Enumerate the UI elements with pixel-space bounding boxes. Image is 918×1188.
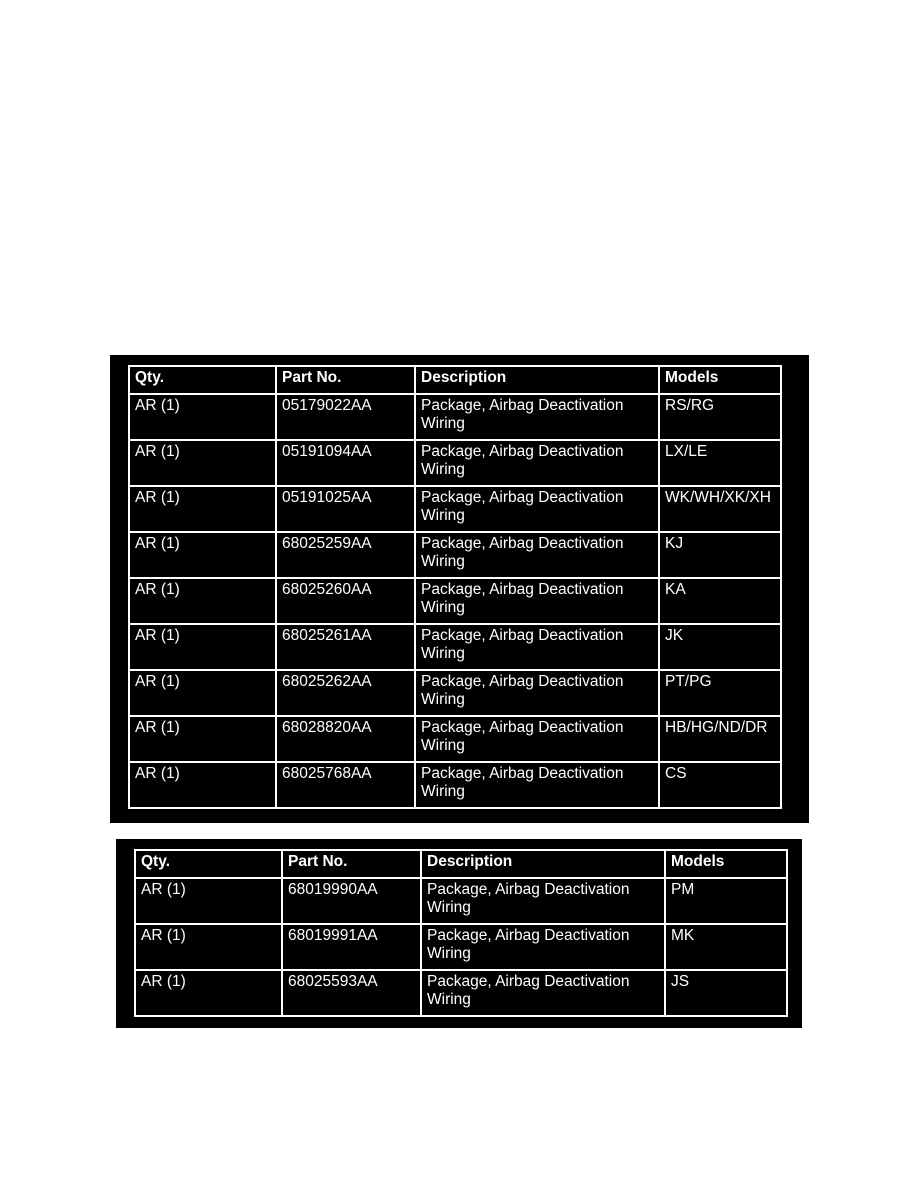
description-cell: [421, 878, 665, 924]
description-line-2: Wiring: [421, 461, 465, 478]
part-no-cell: 68025262AA: [276, 670, 415, 716]
models-header: Models: [665, 850, 787, 878]
table-header-row: [129, 366, 781, 394]
models-cell: PM: [665, 878, 787, 924]
description-line-1: Package, Airbag Deactivation: [421, 765, 624, 782]
qty-cell: AR (1): [135, 878, 282, 924]
parts-table-1: [128, 365, 782, 809]
description-cell: [415, 716, 659, 762]
part-no-cell: 05191094AA: [276, 440, 415, 486]
table-row: [135, 878, 787, 924]
parts-table-panel-2: [116, 839, 802, 1028]
table-row: [135, 924, 787, 970]
description-line-2: Wiring: [421, 783, 465, 800]
qty-header: Qty.: [129, 366, 276, 394]
qty-cell: AR (1): [129, 762, 276, 808]
part-no-cell: 68019990AA: [282, 878, 421, 924]
table-row: [129, 578, 781, 624]
part-no-header: Part No.: [282, 850, 421, 878]
description-line-1: Package, Airbag Deactivation: [427, 927, 630, 944]
description-line-2: Wiring: [421, 415, 465, 432]
part-no-cell: 05191025AA: [276, 486, 415, 532]
models-cell: RS/RG: [659, 394, 781, 440]
description-line-2: Wiring: [421, 553, 465, 570]
description-cell: [421, 970, 665, 1016]
qty-cell: AR (1): [135, 924, 282, 970]
parts-table-1-body: [129, 394, 781, 808]
description-cell: [421, 924, 665, 970]
models-cell: PT/PG: [659, 670, 781, 716]
description-line-2: Wiring: [421, 691, 465, 708]
table-header-row: [135, 850, 787, 878]
qty-header: Qty.: [135, 850, 282, 878]
qty-cell: AR (1): [129, 394, 276, 440]
description-line-2: Wiring: [427, 945, 471, 962]
description-header: Description: [415, 366, 659, 394]
description-cell: [415, 486, 659, 532]
description-line-2: Wiring: [427, 899, 471, 916]
description-cell: [415, 670, 659, 716]
description-line-2: Wiring: [421, 599, 465, 616]
description-cell: [415, 394, 659, 440]
part-no-cell: 68025768AA: [276, 762, 415, 808]
table-row: [129, 394, 781, 440]
part-no-cell: 68025259AA: [276, 532, 415, 578]
description-line-1: Package, Airbag Deactivation: [421, 673, 624, 690]
models-cell: WK/WH/XK/XH: [659, 486, 781, 532]
models-cell: KJ: [659, 532, 781, 578]
description-line-1: Package, Airbag Deactivation: [421, 581, 624, 598]
part-no-cell: 68025261AA: [276, 624, 415, 670]
models-cell: JK: [659, 624, 781, 670]
models-cell: MK: [665, 924, 787, 970]
description-line-1: Package, Airbag Deactivation: [421, 489, 624, 506]
description-line-1: Package, Airbag Deactivation: [427, 881, 630, 898]
qty-cell: AR (1): [135, 970, 282, 1016]
models-cell: CS: [659, 762, 781, 808]
part-no-cell: 05179022AA: [276, 394, 415, 440]
description-cell: [415, 532, 659, 578]
part-no-cell: 68025593AA: [282, 970, 421, 1016]
description-line-1: Package, Airbag Deactivation: [421, 535, 624, 552]
description-line-2: Wiring: [421, 507, 465, 524]
table-row: [129, 716, 781, 762]
description-line-2: Wiring: [421, 645, 465, 662]
models-cell: KA: [659, 578, 781, 624]
description-cell: [415, 578, 659, 624]
models-cell: JS: [665, 970, 787, 1016]
models-header: Models: [659, 366, 781, 394]
models-cell: LX/LE: [659, 440, 781, 486]
part-no-cell: 68019991AA: [282, 924, 421, 970]
qty-cell: AR (1): [129, 532, 276, 578]
description-cell: [415, 440, 659, 486]
description-line-1: Package, Airbag Deactivation: [421, 443, 624, 460]
description-line-1: Package, Airbag Deactivation: [421, 627, 624, 644]
part-no-header: Part No.: [276, 366, 415, 394]
description-cell: [415, 762, 659, 808]
description-line-1: Package, Airbag Deactivation: [421, 719, 624, 736]
description-line-2: Wiring: [427, 991, 471, 1008]
table-row: [135, 970, 787, 1016]
description-cell: [415, 624, 659, 670]
part-no-cell: 68028820AA: [276, 716, 415, 762]
description-header: Description: [421, 850, 665, 878]
qty-cell: AR (1): [129, 440, 276, 486]
parts-table-panel-1: [110, 355, 809, 823]
table-row: [129, 762, 781, 808]
table-row: [129, 486, 781, 532]
qty-cell: AR (1): [129, 578, 276, 624]
part-no-cell: 68025260AA: [276, 578, 415, 624]
description-line-1: Package, Airbag Deactivation: [427, 973, 630, 990]
parts-table-2-body: [135, 878, 787, 1016]
qty-cell: AR (1): [129, 486, 276, 532]
description-line-2: Wiring: [421, 737, 465, 754]
qty-cell: AR (1): [129, 716, 276, 762]
table-row: [129, 624, 781, 670]
table-row: [129, 670, 781, 716]
table-row: [129, 532, 781, 578]
qty-cell: AR (1): [129, 624, 276, 670]
parts-table-2: [134, 849, 788, 1017]
table-row: [129, 440, 781, 486]
models-cell: HB/HG/ND/DR: [659, 716, 781, 762]
description-line-1: Package, Airbag Deactivation: [421, 397, 624, 414]
qty-cell: AR (1): [129, 670, 276, 716]
